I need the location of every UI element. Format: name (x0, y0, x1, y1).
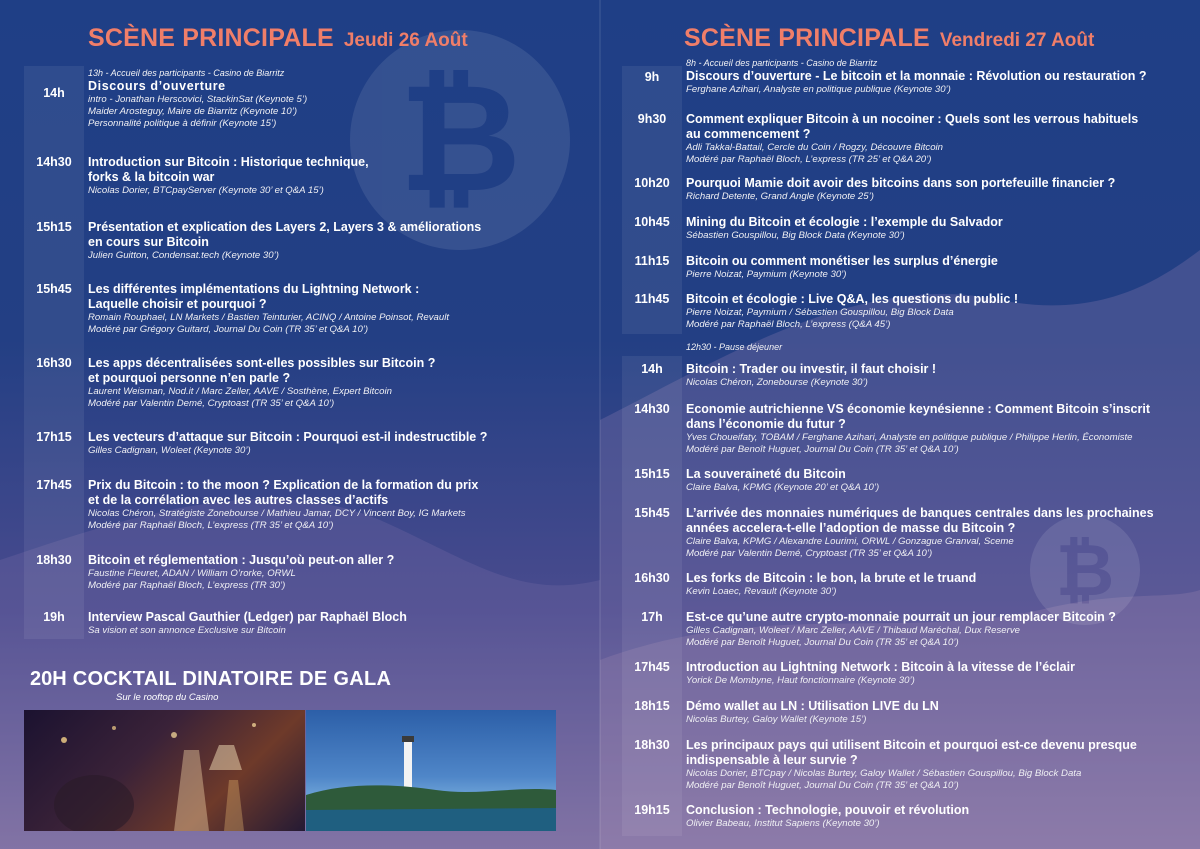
session-title: Introduction sur Bitcoin : Historique technique, (88, 155, 369, 169)
session-title: Présentation et explication des Layers 2, Layers 3 & améliorations (88, 220, 482, 234)
session-speaker: Modéré par Raphaël Bloch, L’express (Q&A 45’) (686, 319, 891, 330)
session-speaker: Modéré par Benoît Huguet, Journal Du Coin (TR 35’ et Q&A 10’) (686, 637, 959, 648)
session-title: Laquelle choisir et pourquoi ? (88, 297, 267, 311)
session-title: et pourquoi personne n’en parle ? (88, 371, 291, 385)
session-speaker: Faustine Fleuret, ADAN / William O’rorke, ORWL (88, 568, 296, 579)
session-speaker: Personnalité politique à définir (Keynote 15’) (88, 118, 277, 129)
session-speaker: Modéré par Grégory Guitard, Journal Du Coin (TR 35’ et Q&A 10’) (88, 324, 369, 335)
session-title: Mining du Bitcoin et écologie : l’exemple du Salvador (686, 215, 1003, 229)
session-time: 19h (43, 610, 65, 624)
session-time: 17h45 (36, 478, 72, 492)
session-speaker: Modéré par Raphaël Bloch, L’express (TR 25’ et Q&A 20’) (686, 154, 932, 165)
lighthouse-photo (306, 710, 556, 831)
session-time: 14h30 (36, 155, 72, 169)
session-speaker: Yves Choueifaty, TOBAM / Ferghane Azihari, Analyste en politique publique / Philippe Herlin, Économiste (686, 432, 1133, 443)
session-body (686, 467, 1192, 494)
session-body (88, 356, 590, 410)
page-fold (599, 0, 601, 849)
session-title: Comment expliquer Bitcoin à un nocoiner : Quels sont les verrous habituels (686, 112, 1139, 126)
session-time: 18h30 (634, 738, 670, 752)
session-time: 10h45 (634, 215, 670, 229)
session-title: Discours d’ouverture (88, 79, 226, 93)
session-time: 11h45 (634, 292, 670, 306)
session-time: 9h30 (637, 112, 667, 126)
session-time: 9h (644, 70, 660, 84)
session-body (686, 402, 1192, 456)
session-time: 17h15 (36, 430, 72, 444)
session-body (88, 430, 590, 457)
session-speaker: Nicolas Chéron, Stratégiste Zonebourse / Mathieu Jamar, DCY / Vincent Boy, IG Markets (88, 508, 466, 519)
session-speaker: Modéré par Benoît Huguet, Journal Du Coin (TR 35’ et Q&A 10’) (686, 444, 959, 455)
session-time: 10h20 (634, 176, 670, 190)
session-title: Les vecteurs d’attaque sur Bitcoin : Pourquoi est-il indestructible ? (88, 430, 488, 444)
session-speaker: Nicolas Dorier, BTCpayServer (Keynote 30’ et Q&A 15’) (88, 185, 324, 196)
day2-heading (684, 24, 1094, 53)
session-speaker: Olivier Babeau, Institut Sapiens (Keynote 30’) (686, 818, 880, 829)
session-title: au commencement ? (686, 127, 811, 141)
session-title: L’arrivée des monnaies numériques de banques centrales dans les prochaines (686, 506, 1154, 520)
session-title: Les différentes implémentations du Lightning Network : (88, 282, 420, 296)
session-body (686, 58, 1192, 96)
session-body (686, 699, 1192, 726)
session-body (686, 803, 1192, 830)
session-speaker: Modéré par Valentin Demé, Cryptoast (TR 35’ et Q&A 10’) (686, 548, 933, 559)
session-speaker: Richard Detente, Grand Angle (Keynote 25’) (686, 191, 874, 202)
session-title: Bitcoin et réglementation : Jusqu’où peut-on aller ? (88, 553, 395, 567)
session-body (686, 112, 1192, 166)
session-title: Prix du Bitcoin : to the moon ? Explication de la formation du prix (88, 478, 479, 492)
session-body (88, 68, 590, 130)
session-time: 18h30 (36, 553, 72, 567)
session-speaker: Nicolas Dorier, BTCpay / Nicolas Burtey, Galoy Wallet / Sébastien Gouspillou, Big Block Data (686, 768, 1082, 779)
session-body (686, 738, 1192, 792)
session-title: et de la corrélation avec les autres classes d’actifs (88, 493, 389, 507)
session-time: 11h15 (634, 254, 670, 268)
session-title: Introduction au Lightning Network : Bitcoin à la vitesse de l’éclair (686, 660, 1075, 674)
session-time: 14h (641, 362, 663, 376)
session-title: Les forks de Bitcoin : le bon, la brute et le truand (686, 571, 977, 585)
session-speaker: Sa vision et son annonce Exclusive sur Bitcoin (88, 625, 286, 636)
gala-heading (30, 668, 391, 691)
session-speaker: Modéré par Benoît Huguet, Journal Du Coin (TR 35’ et Q&A 10’) (686, 780, 959, 791)
session-title: Les apps décentralisées sont-elles possibles sur Bitcoin ? (88, 356, 436, 370)
session-speaker: Laurent Weisman, Nod.it / Marc Zeller, AAVE / Sosthène, Expert Bitcoin (88, 386, 392, 397)
session-speaker: Nicolas Burtey, Galoy Wallet (Keynote 15’) (686, 714, 867, 725)
session-time: 15h15 (36, 220, 72, 234)
session-time: 19h15 (634, 803, 670, 817)
session-title: Discours d’ouverture - Le bitcoin et la monnaie : Révolution ou restauration ? (686, 69, 1147, 83)
session-title: Conclusion : Technologie, pouvoir et révolution (686, 803, 970, 817)
session-time: 18h15 (634, 699, 670, 713)
session-body (88, 478, 590, 532)
session-speaker: Adli Takkal-Battail, Cercle du Coin / Rogzy, Découvre Bitcoin (686, 142, 944, 153)
session-speaker: Gilles Cadignan, Woleet / Marc Zeller, AAVE / Thibaud Maréchal, Dux Reserve (686, 625, 1020, 636)
session-time: 14h (43, 86, 65, 100)
session-speaker: Modéré par Raphaël Bloch, L’express (TR 30’) (88, 580, 286, 591)
session-body (686, 215, 1192, 242)
session-speaker: Yorick De Mombyne, Haut fonctionnaire (Keynote 30’) (686, 675, 915, 686)
session-title: Economie autrichienne VS économie keynésienne : Comment Bitcoin s’inscrit (686, 402, 1151, 416)
session-title: Les principaux pays qui utilisent Bitcoin et pourquoi est-ce devenu presque (686, 738, 1137, 752)
gala-party-photo (24, 710, 305, 831)
session-body (686, 254, 1192, 281)
gala-title: COCKTAIL DINATOIRE DE GALA (72, 668, 392, 690)
session-time: 15h45 (634, 506, 670, 520)
session-body (88, 220, 590, 262)
day2-time-bar-afternoon (622, 356, 682, 836)
session-body (88, 610, 590, 637)
session-body (686, 362, 1192, 389)
session-time: 17h45 (634, 660, 670, 674)
session-body (686, 610, 1192, 649)
gala-subtitle: Sur le rooftop du Casino (116, 692, 219, 703)
session-title: Bitcoin ou comment monétiser les surplus d’énergie (686, 254, 998, 268)
svg-text:₿: ₿ (398, 54, 522, 222)
day1-heading-date: Jeudi 26 Août (343, 30, 468, 51)
svg-text:₿: ₿ (1055, 531, 1115, 611)
session-prelude: 13h - Accueil des participants - Casino de Biarritz (88, 68, 285, 78)
session-title: La souveraineté du Bitcoin (686, 467, 846, 481)
session-title: indispensable à leur survie ? (686, 753, 858, 767)
session-speaker: Claire Balva, KPMG / Alexandre Lourimi, ORWL / Gonzague Granval, Sceme (686, 536, 1014, 547)
day1-heading (88, 24, 468, 53)
session-body (686, 176, 1192, 203)
session-speaker: Claire Balva, KPMG (Keynote 20’ et Q&A 10’) (686, 482, 880, 493)
session-speaker: Kevin Loaec, Revault (Keynote 30’) (686, 586, 837, 597)
session-title: dans l’économie du futur ? (686, 417, 846, 431)
session-speaker: Ferghane Azihari, Analyste en politique publique (Keynote 30’) (686, 84, 951, 95)
session-title: Pourquoi Mamie doit avoir des bitcoins dans son portefeuille financier ? (686, 176, 1116, 190)
session-body (88, 155, 590, 197)
session-time: 14h30 (634, 402, 670, 416)
session-speaker: Gilles Cadignan, Woleet (Keynote 30’) (88, 445, 251, 456)
session-speaker: Modéré par Valentin Demé, Cryptoast (TR 35’ et Q&A 10’) (88, 398, 335, 409)
session-speaker: Julien Guitton, Condensat.tech (Keynote 30’) (88, 250, 279, 261)
bitcoin-logo-icon (350, 30, 570, 250)
session-title: années accelera-t-elle l’adoption de masse du Bitcoin ? (686, 521, 1016, 535)
session-speaker: Sébastien Gouspillou, Big Block Data (Keynote 30’) (686, 230, 905, 241)
session-body (686, 571, 1192, 598)
session-time: 16h30 (634, 571, 670, 585)
session-title: Démo wallet au LN : Utilisation LIVE du LN (686, 699, 939, 713)
session-time: 16h30 (36, 356, 72, 370)
session-speaker: Maider Arosteguy, Maire de Biarritz (Keynote 10’) (88, 106, 298, 117)
session-time: 15h45 (36, 282, 72, 296)
session-body (88, 282, 590, 336)
session-speaker: Pierre Noizat, Paymium / Sébastien Gouspillou, Big Block Data (686, 307, 954, 318)
session-title: Bitcoin et écologie : Live Q&A, les questions du public ! (686, 292, 1018, 306)
session-body (686, 292, 1192, 331)
session-time: 17h (641, 610, 663, 624)
lunch-break: 12h30 - Pause déjeuner (686, 342, 783, 352)
session-speaker: Romain Rouphael, LN Markets / Bastien Teinturier, ACINQ / Antoine Poinsot, Revault (88, 312, 450, 323)
session-body (88, 553, 590, 592)
session-time: 15h15 (634, 467, 670, 481)
session-speaker: intro - Jonathan Herscovici, StackinSat (Keynote 5’) (88, 94, 308, 105)
session-body (686, 660, 1192, 687)
day2-heading-title: SCÈNE PRINCIPALE (684, 24, 930, 52)
session-title: Interview Pascal Gauthier (Ledger) par Raphaël Bloch (88, 610, 407, 624)
session-speaker: Nicolas Chéron, Zonebourse (Keynote 30’) (686, 377, 868, 388)
gala-time: 20H (30, 668, 67, 690)
session-title: forks & la bitcoin war (88, 170, 215, 184)
session-speaker: Pierre Noizat, Paymium (Keynote 30’) (686, 269, 847, 280)
session-title: Est-ce qu’une autre crypto-monnaie pourrait un jour remplacer Bitcoin ? (686, 610, 1116, 624)
day2-heading-date: Vendredi 27 Août (939, 30, 1095, 51)
session-speaker: Modéré par Raphaël Bloch, L’express (TR 35’ et Q&A 10’) (88, 520, 334, 531)
session-title: en cours sur Bitcoin (88, 235, 209, 249)
session-prelude: 8h - Accueil des participants - Casino de Biarritz (686, 58, 878, 68)
day1-heading-title: SCÈNE PRINCIPALE (88, 24, 334, 52)
session-body (686, 506, 1192, 560)
session-title: Bitcoin : Trader ou investir, il faut choisir ! (686, 362, 937, 376)
